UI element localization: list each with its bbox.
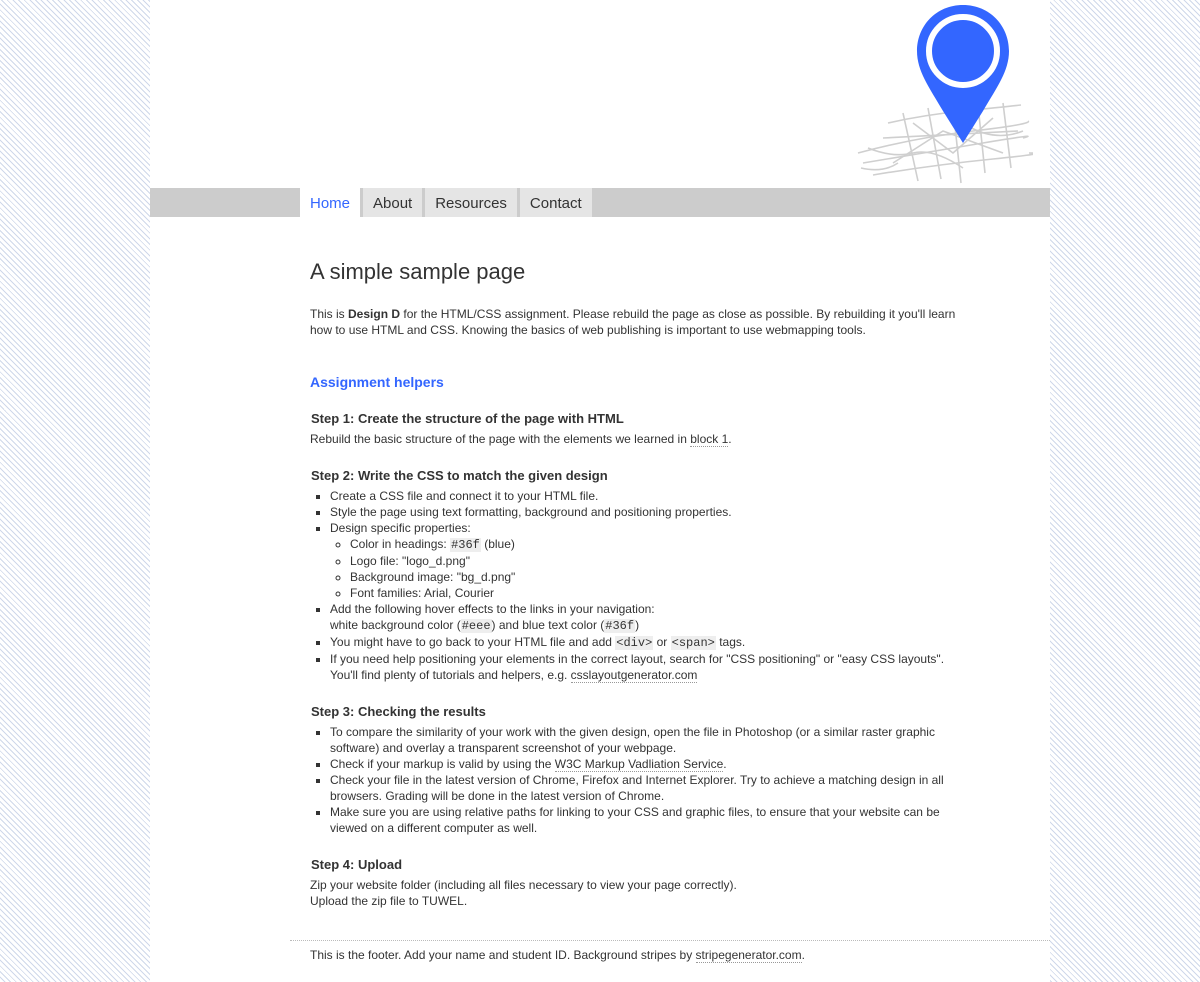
block-1-link[interactable]: block 1	[690, 432, 729, 446]
intro-paragraph	[310, 306, 960, 338]
step-2-section	[310, 468, 960, 683]
list-item	[350, 536, 960, 553]
nav-link-resources[interactable]: Resources	[435, 195, 507, 212]
step-1-text	[310, 431, 960, 447]
code-snippet: <span>	[671, 636, 715, 650]
upload-line-2: Upload the zip file to TUWEL.	[310, 894, 468, 908]
nav-link-contact[interactable]: Contact	[529, 195, 582, 212]
step-1-text-end: .	[728, 432, 732, 446]
list-item: ▪ Check your file in the latest version of Chrome, Firefox and Internet Explorer. Try to achieve a matching design in all browsers. Grading will be done in the latest version of Chrome.	[330, 772, 960, 804]
step-1-section	[310, 411, 960, 447]
step-1-text-start: Rebuild the basic structure of the page with the elements we learned in	[310, 432, 691, 446]
hover-text-c: )	[635, 618, 640, 632]
header	[150, 0, 1050, 188]
footer-text	[310, 947, 1050, 963]
hover-text-b: ) and blue text color (	[491, 618, 605, 632]
tags-text-a: You might have to go back to your HTML file and add	[330, 635, 616, 649]
nav-link-home[interactable]: Home	[310, 195, 351, 212]
tags-text-c: tags.	[715, 635, 746, 649]
nav-item-contact	[520, 188, 592, 217]
footer-text-start: This is the footer. Add your name and student ID. Background stripes by	[310, 948, 696, 962]
code-snippet: #36f	[451, 538, 480, 552]
map-pin-icon	[853, 3, 1033, 187]
upload-line-1: Zip your website folder (including all files necessary to view your page correctly).	[310, 878, 737, 892]
hover-text-a: white background color (	[330, 618, 461, 632]
step-2-heading: Step 2: Write the CSS to match the given design	[311, 468, 608, 483]
step-4-heading: Step 4: Upload	[311, 857, 403, 872]
page-container	[150, 0, 1050, 982]
list-item	[330, 756, 960, 772]
footer	[290, 940, 1050, 963]
positioning-help-text: If you need help positioning your elements in the correct layout, search for "CSS positioning" or "easy CSS layouts". You'll find plenty of tutorials and helpers, e.g.	[330, 652, 945, 682]
list-item: ◦ Background image: "bg_d.png"	[350, 569, 960, 585]
nav-item-resources	[425, 188, 517, 217]
list-item	[330, 601, 960, 634]
step-3-heading: Step 3: Checking the results	[311, 704, 486, 719]
step-1-heading: Step 1: Create the structure of the page with HTML	[311, 411, 624, 426]
code-snippet: #eee	[461, 619, 491, 633]
stripegenerator-link[interactable]: stripegenerator.com	[695, 948, 802, 962]
step-2-list	[310, 488, 960, 683]
hover-effects-text: Add the following hover effects to the links in your navigation:	[330, 602, 655, 616]
code-snippet: <div>	[616, 636, 653, 650]
heading-color-label: Color in headings:	[350, 537, 451, 551]
nav-list	[300, 188, 595, 217]
step-4-section	[310, 857, 960, 909]
list-item: ◦ Font families: Arial, Courier	[350, 585, 960, 601]
intro-design-name: Design D	[348, 307, 401, 321]
intro-text-start: This is	[310, 307, 349, 321]
list-item: ▪ Create a CSS file and connect it to your HTML file.	[330, 488, 960, 504]
tags-text-b: or	[653, 635, 671, 649]
w3c-validator-link[interactable]: W3C Markup Vadliation Service	[554, 757, 724, 771]
list-item	[330, 651, 960, 683]
list-item: ▪ To compare the similarity of your work with the given design, open the file in Photoshop (or a similar raster graphic software) and overlay a transparent screenshot of your webpage.	[330, 724, 960, 756]
csslayoutgenerator-link[interactable]: csslayoutgenerator.com	[570, 668, 698, 682]
step-3-section	[310, 704, 960, 836]
list-item	[330, 520, 960, 601]
nav-item-about	[363, 188, 422, 217]
assignment-helpers-heading: Assignment helpers	[310, 374, 444, 390]
validation-text-end: .	[723, 757, 727, 771]
list-item	[330, 634, 960, 651]
list-item: ▪ Make sure you are using relative paths for linking to your CSS and graphic files, to ensure that your website can be viewed on a different computer as well.	[330, 804, 960, 836]
navigation-bar	[150, 188, 1050, 217]
list-item: ▪ Style the page using text formatting, background and positioning properties.	[330, 504, 960, 520]
step-3-list	[310, 724, 960, 836]
footer-text-end: .	[801, 948, 805, 962]
code-snippet: #36f	[605, 619, 635, 633]
nav-link-about[interactable]: About	[373, 195, 413, 212]
page-title: A simple sample page	[310, 259, 526, 284]
validation-text: Check if your markup is valid by using the	[330, 757, 555, 771]
design-properties-list	[330, 536, 960, 601]
nav-item-home	[300, 188, 360, 217]
heading-color-suffix: (blue)	[480, 537, 515, 551]
intro-text-rest: for the HTML/CSS assignment. Please rebuild the page as close as possible. By rebuilding it you'll learn how to use HTML and CSS. Knowing the basics of web publishing is important to use webmapping tools.	[310, 307, 956, 337]
list-item: ◦ Logo file: "logo_d.png"	[350, 553, 960, 569]
design-properties-label: Design specific properties:	[330, 521, 471, 535]
